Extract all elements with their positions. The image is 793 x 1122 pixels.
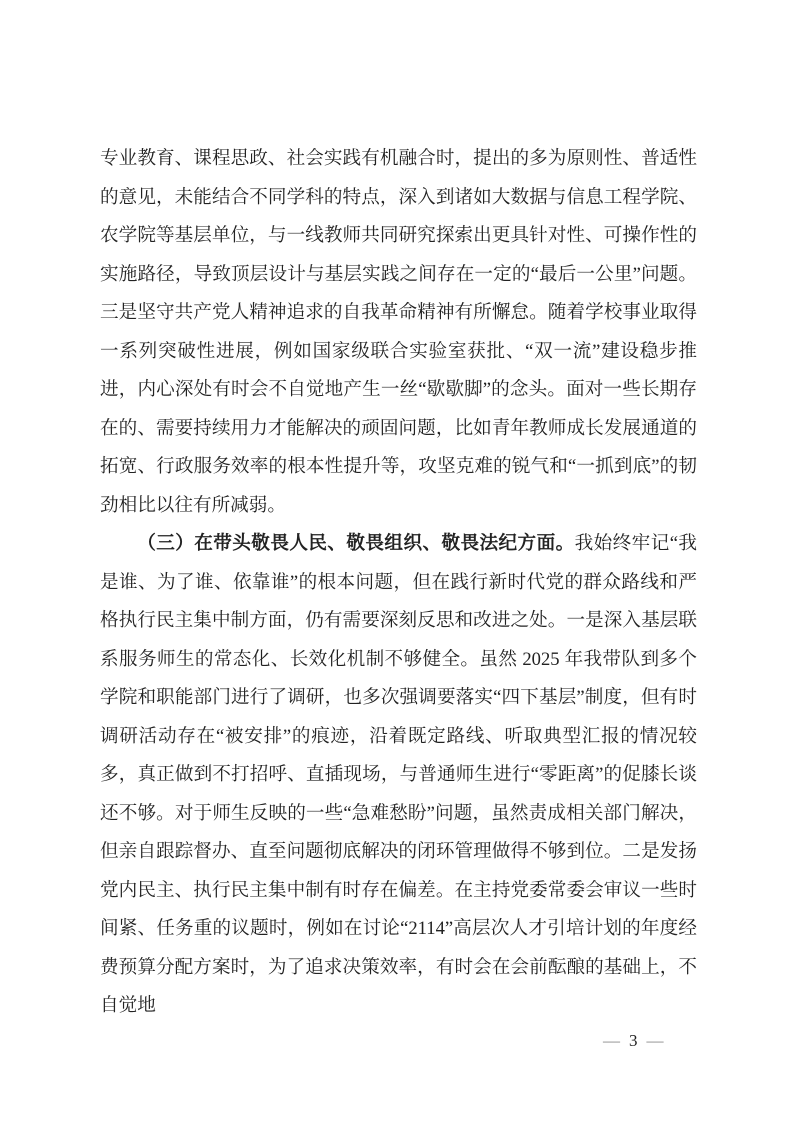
page-number-value: 3 [629, 1031, 638, 1050]
page-number-right-dash: — [646, 1031, 664, 1050]
page-number-left-dash: — [603, 1031, 620, 1050]
paragraph-text: 我始终牢记“我是谁、为了谁、依靠谁”的根本问题，但在践行新时代党的群众路线和严格执行民主集中制方面，仍有需要深刻反思和改进之处。一是深入基层联系服务师生的常态化、长效化机制不够健全。虽然 2025 年我带队到多个学院和职能部门进行了调研，也多次强调要落实“四下基层”制度，但有时调研活动存在“被安排”的痕迹，沿着既定路线、听取典型汇报的情况较多，真正做到不打招呼、直插现场，与普通师生进行“零距离”的促膝长谈还不够。对于师生反映的一些“急难愁盼”问题，虽然责成相关部门解决，但亲自跟踪督办、直至问题彻底解决的闭环管理做得不够到位。二是发扬党内民主、执行民主集中制有时存在偏差。在主持党委常委会审议一些时间紧、任务重的议题时，例如在讨论“2114”高层次人才引培计划的年度经费预算分配方案时，为了追求决策效率，有时会在会前酝酿的基础上，不自觉地 [100, 533, 697, 1016]
paragraph [100, 525, 697, 1026]
document-body [100, 140, 697, 1026]
section-heading: （三）在带头敬畏人民、敬畏组织、敬畏法纪方面。 [137, 533, 575, 554]
page-number [603, 1031, 664, 1051]
paragraph [100, 140, 697, 525]
paragraph-text: 专业教育、课程思政、社会实践有机融合时，提出的多为原则性、普适性的意见，未能结合不同学科的特点，深入到诸如大数据与信息工程学院、农学院等基层单位，与一线教师共同研究探索出更具针对性、可操作性的实施路径，导致顶层设计与基层实践之间存在一定的“最后一公里”问题。三是坚守共产党人精神追求的自我革命精神有所懈怠。随着学校事业取得一系列突破性进展，例如国家级联合实验室获批、“双一流”建设稳步推进，内心深处有时会不自觉地产生一丝“歇歇脚”的念头。面对一些长期存在的、需要持续用力才能解决的顽固问题，比如青年教师成长发展通道的拓宽、行政服务效率的根本性提升等，攻坚克难的锐气和“一抓到底”的韧劲相比以往有所减弱。 [100, 148, 697, 516]
